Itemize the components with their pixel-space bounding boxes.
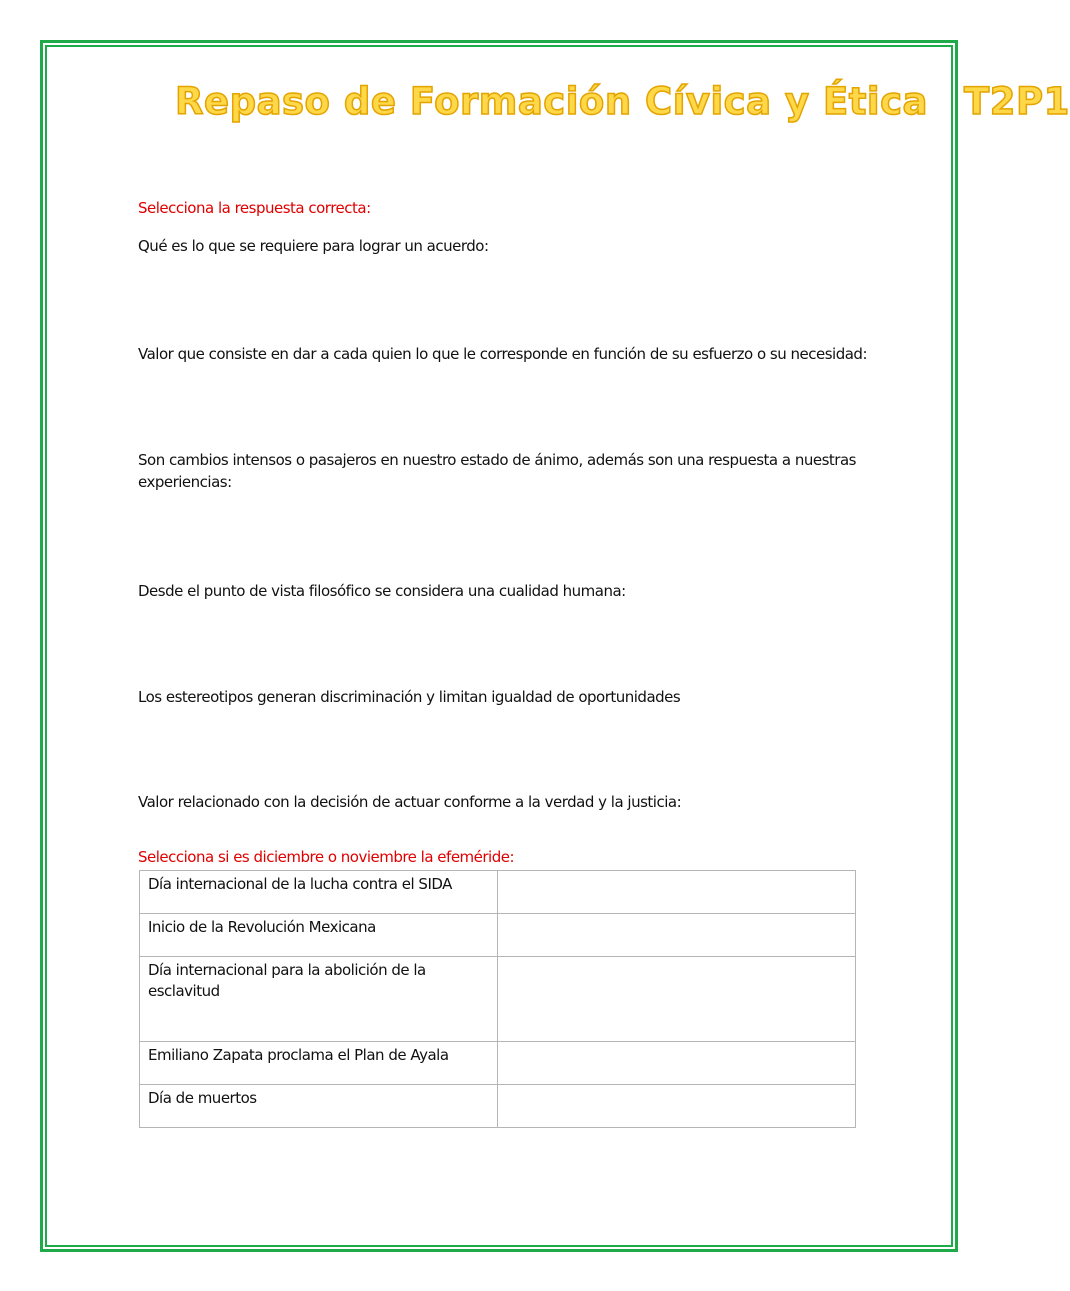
worksheet-title bbox=[175, 80, 1070, 123]
section1-heading: Selecciona la respuesta correcta: bbox=[138, 199, 371, 217]
event-cell: Día internacional para la abolición de la esclavitud bbox=[140, 957, 498, 1042]
event-cell: Día internacional de la lucha contra el SIDA bbox=[140, 871, 498, 914]
event-cell: Inicio de la Revolución Mexicana bbox=[140, 914, 498, 957]
answer-cell[interactable] bbox=[497, 1042, 855, 1085]
question-5: Los estereotipos generan discriminación y limitan igualdad de oportunidades bbox=[138, 688, 681, 706]
efemerides-table bbox=[139, 870, 856, 1128]
question-4: Desde el punto de vista filosófico se considera una cualidad humana: bbox=[138, 582, 626, 600]
event-cell: Día de muertos bbox=[140, 1085, 498, 1128]
table-row bbox=[140, 1042, 856, 1085]
question-3: Son cambios intensos o pasajeros en nuestro estado de ánimo, además son una respuesta a nuestras experiencias: bbox=[138, 451, 856, 491]
table-row bbox=[140, 1085, 856, 1128]
answer-cell[interactable] bbox=[497, 871, 855, 914]
answer-cell[interactable] bbox=[497, 1085, 855, 1128]
title-main: Repaso de Formación Cívica y Ética bbox=[175, 80, 929, 123]
table-row bbox=[140, 871, 856, 914]
event-cell: Emiliano Zapata proclama el Plan de Ayala bbox=[140, 1042, 498, 1085]
title-code: T2P1 bbox=[964, 80, 1070, 123]
question-2: Valor que consiste en dar a cada quien lo que le corresponde en función de su esfuerzo o su necesidad: bbox=[138, 345, 867, 363]
answer-cell[interactable] bbox=[497, 957, 855, 1042]
answer-cell[interactable] bbox=[497, 914, 855, 957]
table-row bbox=[140, 957, 856, 1042]
table-row bbox=[140, 914, 856, 957]
section2-heading: Selecciona si es diciembre o noviembre la efeméride: bbox=[138, 848, 515, 866]
question-1: Qué es lo que se requiere para lograr un acuerdo: bbox=[138, 237, 489, 255]
question-6: Valor relacionado con la decisión de actuar conforme a la verdad y la justicia: bbox=[138, 793, 682, 811]
